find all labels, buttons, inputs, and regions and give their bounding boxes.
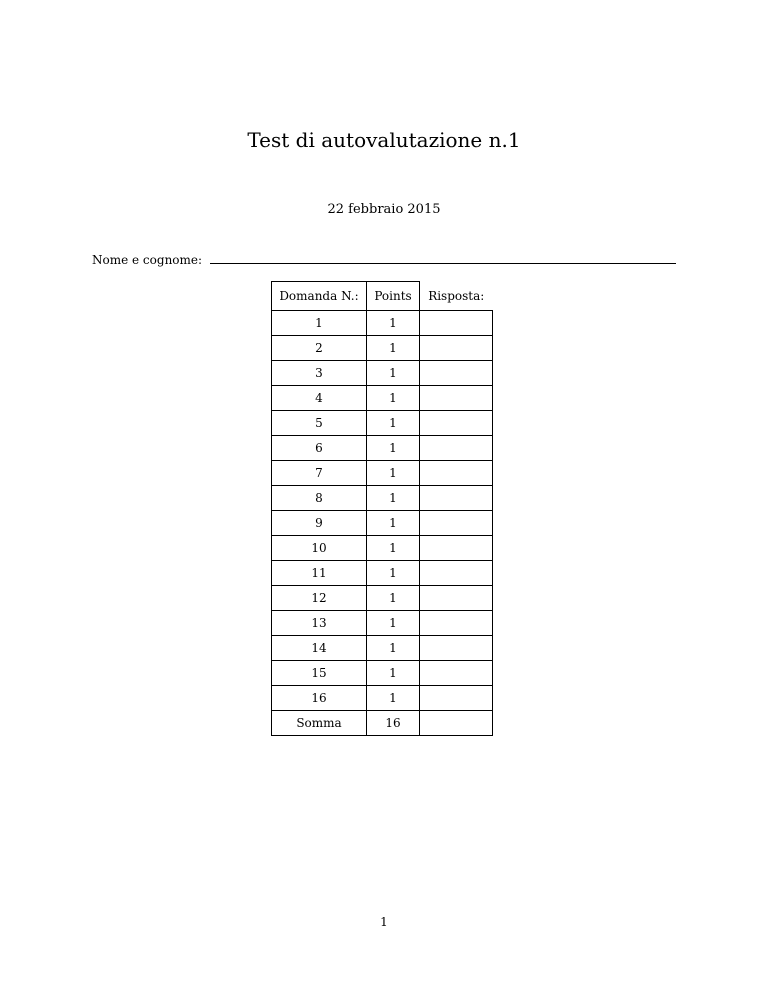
table-row [272, 461, 493, 486]
answer-cell[interactable] [420, 386, 493, 411]
table-row [272, 511, 493, 536]
points-cell: 1 [367, 436, 420, 461]
table-row [272, 311, 493, 336]
answer-cell[interactable] [420, 436, 493, 461]
table-row [272, 686, 493, 711]
name-field-row [92, 252, 676, 268]
question-number-cell: 13 [272, 611, 367, 636]
points-cell: 1 [367, 586, 420, 611]
table-row [272, 661, 493, 686]
points-cell: 1 [367, 611, 420, 636]
header-points: Points [367, 282, 420, 311]
answer-cell[interactable] [420, 561, 493, 586]
question-number-cell: 2 [272, 336, 367, 361]
question-number-cell: 10 [272, 536, 367, 561]
question-number-cell: 14 [272, 636, 367, 661]
table-row [272, 386, 493, 411]
points-cell: 1 [367, 511, 420, 536]
document-date: 22 febbraio 2015 [327, 202, 441, 217]
table-row [272, 361, 493, 386]
answer-cell[interactable] [420, 461, 493, 486]
points-cell: 1 [367, 636, 420, 661]
question-number-cell: 3 [272, 361, 367, 386]
header-answer: Risposta: [420, 282, 493, 311]
question-number-cell: 12 [272, 586, 367, 611]
points-cell: 1 [367, 661, 420, 686]
table-row [272, 486, 493, 511]
answer-cell[interactable] [420, 686, 493, 711]
points-cell: 1 [367, 386, 420, 411]
question-number-cell: 4 [272, 386, 367, 411]
table-row [272, 611, 493, 636]
total-label: Somma [272, 711, 367, 736]
answer-cell[interactable] [420, 636, 493, 661]
table-row [272, 536, 493, 561]
total-points: 16 [367, 711, 420, 736]
points-cell: 1 [367, 536, 420, 561]
answer-table [271, 281, 493, 736]
header-question: Domanda N.: [272, 282, 367, 311]
answer-rows [272, 311, 493, 711]
name-label: Nome e cognome: [92, 253, 203, 267]
answer-cell[interactable] [420, 511, 493, 536]
question-number-cell: 15 [272, 661, 367, 686]
question-number-cell: 8 [272, 486, 367, 511]
answer-cell[interactable] [420, 311, 493, 336]
points-cell: 1 [367, 361, 420, 386]
page-number: 1 [380, 915, 388, 929]
total-row [272, 711, 493, 736]
points-cell: 1 [367, 486, 420, 511]
answer-cell[interactable] [420, 411, 493, 436]
document-title: Test di autovalutazione n.1 [247, 128, 521, 152]
table-header-row [272, 282, 493, 311]
points-cell: 1 [367, 561, 420, 586]
points-cell: 1 [367, 336, 420, 361]
answer-cell[interactable] [420, 536, 493, 561]
table-row [272, 586, 493, 611]
answer-cell[interactable] [420, 661, 493, 686]
name-input-line[interactable] [210, 263, 676, 264]
table-row [272, 436, 493, 461]
points-cell: 1 [367, 461, 420, 486]
table-row [272, 411, 493, 436]
answer-cell[interactable] [420, 486, 493, 511]
table-row [272, 636, 493, 661]
question-number-cell: 7 [272, 461, 367, 486]
answer-cell[interactable] [420, 361, 493, 386]
table-row [272, 561, 493, 586]
answer-cell[interactable] [420, 336, 493, 361]
total-answer-cell[interactable] [420, 711, 493, 736]
question-number-cell: 6 [272, 436, 367, 461]
answer-cell[interactable] [420, 586, 493, 611]
table-row [272, 336, 493, 361]
answer-cell[interactable] [420, 611, 493, 636]
points-cell: 1 [367, 686, 420, 711]
question-number-cell: 5 [272, 411, 367, 436]
question-number-cell: 9 [272, 511, 367, 536]
question-number-cell: 11 [272, 561, 367, 586]
points-cell: 1 [367, 411, 420, 436]
points-cell: 1 [367, 311, 420, 336]
question-number-cell: 1 [272, 311, 367, 336]
question-number-cell: 16 [272, 686, 367, 711]
